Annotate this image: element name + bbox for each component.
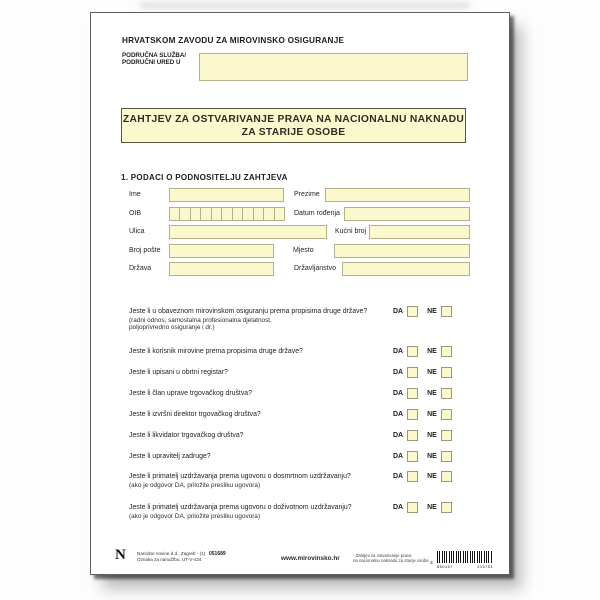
kucni-broj-input[interactable] bbox=[369, 225, 470, 239]
narodne-novine-logo: N bbox=[115, 547, 124, 563]
barcode-bars bbox=[437, 551, 493, 563]
ime-input[interactable] bbox=[169, 188, 284, 202]
form-page bbox=[90, 12, 510, 575]
ne-label: NE bbox=[427, 504, 437, 511]
oib-label: OIB bbox=[129, 210, 142, 217]
question-text: Jeste li član uprave trgovačkog društva? bbox=[129, 390, 252, 397]
ne-label: NE bbox=[427, 369, 437, 376]
da-checkbox[interactable] bbox=[407, 471, 418, 482]
da-checkbox[interactable] bbox=[407, 409, 418, 420]
recipient-header: HRVATSKOM ZAVODU ZA MIROVINSKO OSIGURANJE bbox=[122, 36, 345, 45]
question-text: Jeste li korisnik mirovine prema propisima druge države? bbox=[129, 348, 303, 355]
ne-label: NE bbox=[427, 411, 437, 418]
drzavljanstvo-input[interactable] bbox=[342, 262, 470, 276]
barcode bbox=[437, 551, 493, 569]
ne-label: NE bbox=[427, 432, 437, 439]
question-row bbox=[129, 504, 471, 520]
question-row bbox=[129, 473, 471, 489]
da-ne-group bbox=[393, 388, 452, 399]
ne-checkbox[interactable] bbox=[441, 346, 452, 357]
da-label: DA bbox=[393, 432, 404, 439]
question-row bbox=[129, 453, 471, 460]
question-row bbox=[129, 308, 471, 332]
da-label: DA bbox=[393, 473, 404, 480]
question-row bbox=[129, 411, 471, 418]
document-note: - Zahtjev za ostvarivanje prava na nacionalnu naknadu za starije osobe bbox=[353, 553, 429, 564]
ne-label: NE bbox=[427, 473, 437, 480]
publisher-info bbox=[137, 551, 205, 563]
office-input[interactable] bbox=[199, 53, 468, 81]
ne-checkbox[interactable] bbox=[441, 388, 452, 399]
question-text: Jeste li izvršni direktor trgovačkog društva? bbox=[129, 411, 261, 418]
ulica-input[interactable] bbox=[169, 225, 327, 239]
prezime-input[interactable] bbox=[325, 188, 470, 202]
question-text: Jeste li primatelj uzdržavanja prema ugovoru o doživotnom uzdržavanju? bbox=[129, 504, 352, 511]
drzava-input[interactable] bbox=[169, 262, 274, 276]
da-label: DA bbox=[393, 369, 404, 376]
ne-label: NE bbox=[427, 453, 437, 460]
da-label: DA bbox=[393, 390, 404, 397]
da-ne-group bbox=[393, 451, 452, 462]
da-checkbox[interactable] bbox=[407, 306, 418, 317]
da-label: DA bbox=[393, 453, 404, 460]
question-row bbox=[129, 390, 471, 397]
question-text: Jeste li likvidator trgovačkog društva? bbox=[129, 432, 244, 439]
ne-checkbox[interactable] bbox=[441, 451, 452, 462]
ne-checkbox[interactable] bbox=[441, 430, 452, 441]
barcode-prefix: 3 bbox=[430, 560, 433, 565]
question-note: (ako je odgovor DA, priložite presliku ugovora) bbox=[129, 481, 261, 489]
section1-title: 1. PODACI O PODNOSITELJU ZAHTJEVA bbox=[121, 173, 288, 182]
ne-checkbox[interactable] bbox=[441, 409, 452, 420]
order-code: 051689 bbox=[209, 551, 226, 557]
ne-label: NE bbox=[427, 308, 437, 315]
da-label: DA bbox=[393, 411, 404, 418]
ne-checkbox[interactable] bbox=[441, 367, 452, 378]
da-ne-group bbox=[393, 471, 452, 482]
ne-checkbox[interactable] bbox=[441, 306, 452, 317]
ne-checkbox[interactable] bbox=[441, 471, 452, 482]
datum-rodjenja-input[interactable] bbox=[344, 207, 470, 221]
broj-poste-input[interactable] bbox=[169, 244, 274, 258]
da-checkbox[interactable] bbox=[407, 367, 418, 378]
broj-poste-label: Broj pošte bbox=[129, 247, 161, 254]
ne-checkbox[interactable] bbox=[441, 502, 452, 513]
drzavljanstvo-label: Državljanstvo bbox=[294, 265, 337, 272]
ne-label: NE bbox=[427, 348, 437, 355]
question-text: Jeste li u obaveznom mirovinskom osiguranju prema propisima druge države? bbox=[129, 308, 368, 315]
question-text: Jeste li upisani u obrtni registar? bbox=[129, 369, 228, 376]
da-label: DA bbox=[393, 348, 404, 355]
form-title-box bbox=[121, 108, 466, 143]
mjesto-label: Mjesto bbox=[293, 247, 314, 254]
da-ne-group bbox=[393, 346, 452, 357]
drzava-label: Država bbox=[129, 265, 152, 272]
da-ne-group bbox=[393, 502, 452, 513]
da-ne-group bbox=[393, 409, 452, 420]
ne-label: NE bbox=[427, 390, 437, 397]
da-ne-group bbox=[393, 306, 452, 317]
da-checkbox[interactable] bbox=[407, 388, 418, 399]
da-checkbox[interactable] bbox=[407, 502, 418, 513]
da-checkbox[interactable] bbox=[407, 430, 418, 441]
da-ne-group bbox=[393, 367, 452, 378]
question-text: Jeste li primatelj uzdržavanja prema ugovoru o dosmrtnom uzdržavanju? bbox=[129, 473, 351, 480]
datum-rodjenja-label: Datum rođenja bbox=[294, 210, 340, 217]
ime-label: Ime bbox=[129, 191, 141, 198]
page-top-shadow bbox=[140, 2, 470, 9]
oib-digit-boxes[interactable] bbox=[169, 207, 285, 221]
question-row bbox=[129, 348, 471, 355]
office-label-line1: PODRUČNA SLUŽBA/ bbox=[122, 52, 187, 59]
da-label: DA bbox=[393, 504, 404, 511]
mjesto-input[interactable] bbox=[334, 244, 470, 258]
kucni-broj-label: Kućni broj bbox=[335, 228, 367, 235]
question-note: (radni odnos, samostalna profesionalna djelatnost, poljoprivredno osiguranje i dr.) bbox=[129, 316, 272, 332]
office-label bbox=[122, 52, 186, 66]
prezime-label: Prezime bbox=[294, 191, 320, 198]
question-row bbox=[129, 432, 471, 439]
oib-digit-box[interactable] bbox=[274, 207, 285, 221]
da-checkbox[interactable] bbox=[407, 346, 418, 357]
publisher-line2: Oznaka za narudžbu: UT-V-434 bbox=[137, 556, 202, 562]
ulica-label: Ulica bbox=[129, 228, 145, 235]
da-label: DA bbox=[393, 308, 404, 315]
form-title-line1: ZAHTJEV ZA OSTVARIVANJE PRAVA NA NACIONALNU NAKNADU bbox=[122, 114, 465, 125]
office-label-line2: PODRUČNI URED U bbox=[122, 59, 181, 67]
publisher-line1: Narodne novine d.d., Zagreb - (1) bbox=[137, 551, 206, 556]
form-title-line2: ZA STARIJE OSOBE bbox=[241, 127, 346, 138]
barcode-digits: 850157 215751 bbox=[437, 563, 493, 569]
da-ne-group bbox=[393, 430, 452, 441]
website-url: www.mirovinsko.hr bbox=[281, 555, 340, 562]
da-checkbox[interactable] bbox=[407, 451, 418, 462]
question-text: Jeste li upravitelj zadruge? bbox=[129, 453, 211, 460]
question-note: (ako je odgovor DA, priložite presliku ugovora) bbox=[129, 512, 261, 520]
question-row bbox=[129, 369, 471, 376]
